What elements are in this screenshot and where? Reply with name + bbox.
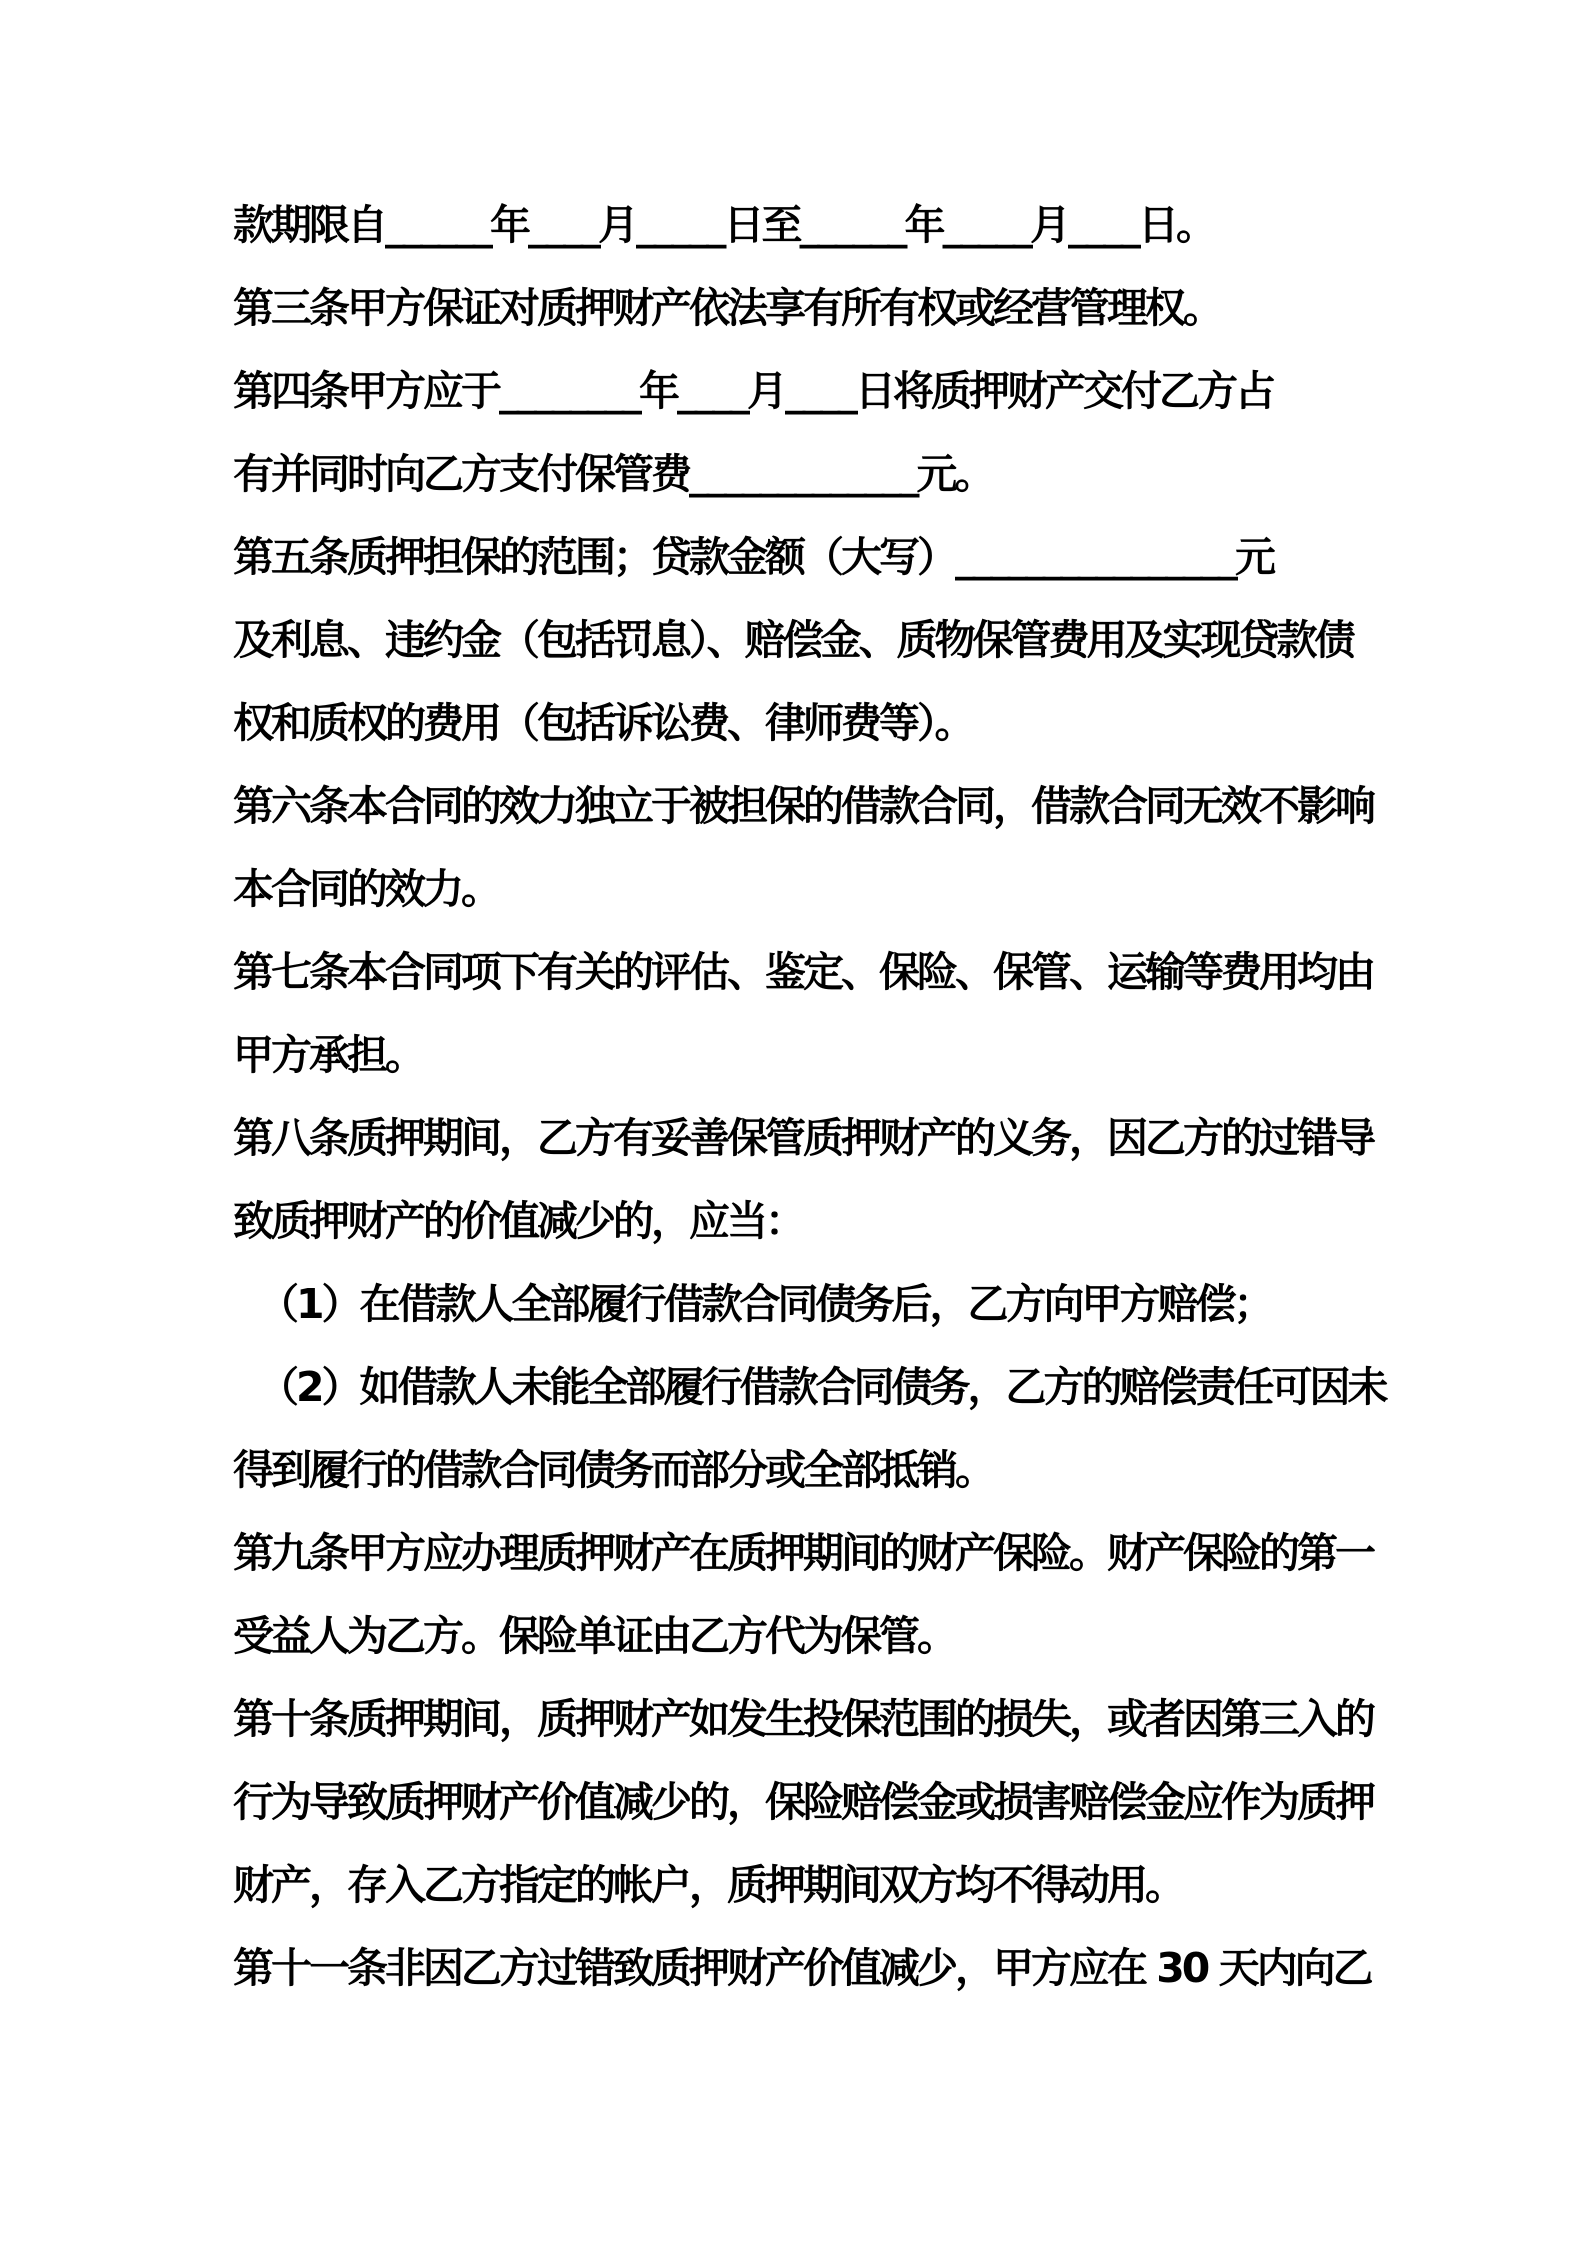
contract-line: 甲方承担。 — [233, 1031, 423, 1079]
contract-line: 第四条甲方应于________年____月____日将质押财产交付乙方占 — [233, 367, 1273, 415]
contract-list-item-line: （2）如借款人未能全部履行借款合同债务，乙方的赔偿责任可因未 — [258, 1363, 1386, 1411]
contract-line: 权和质权的费用（包括诉讼费、律师费等）。 — [233, 699, 973, 747]
contract-line: 第九条甲方应办理质押财产在质押期间的财产保险。财产保险的第一 — [233, 1529, 1373, 1577]
contract-line: 本合同的效力。 — [233, 865, 499, 913]
contract-line: 有并同时向乙方支付保管费_____________元。 — [233, 450, 993, 498]
contract-line: 得到履行的借款合同债务而部分或全部抵销。 — [233, 1446, 993, 1494]
contract-line: 行为导致质押财产价值减少的，保险赔偿金或损害赔偿金应作为质押 — [233, 1778, 1373, 1826]
contract-line: 第五条质押担保的范围；贷款金额（大写）________________元 — [233, 533, 1273, 581]
contract-line: 款期限自______年____月_____日至______年_____月____日。 — [233, 201, 1214, 249]
contract-line: 第三条甲方保证对质押财产依法享有所有权或经营管理权。 — [233, 284, 1221, 332]
contract-line: 第八条质押期间，乙方有妥善保管质押财产的义务，因乙方的过错导 — [233, 1114, 1373, 1162]
contract-line: 受益人为乙方。保险单证由乙方代为保管。 — [233, 1612, 955, 1660]
contract-line: 第十条质押期间，质押财产如发生投保范围的损失，或者因第三入的 — [233, 1695, 1373, 1743]
contract-line: 财产，存入乙方指定的帐户，质押期间双方均不得动用。 — [233, 1861, 1183, 1909]
contract-line: 致质押财产的价值减少的，应当： — [233, 1197, 803, 1245]
contract-line: 第十一条非因乙方过错致质押财产价值减少，甲方应在 30 天内向乙 — [233, 1944, 1371, 1992]
contract-line: 第七条本合同项下有关的评估、鉴定、保险、保管、运输等费用均由 — [233, 948, 1373, 996]
contract-text-block — [233, 184, 1393, 2010]
contract-line: 第六条本合同的效力独立于被担保的借款合同，借款合同无效不影响 — [233, 782, 1373, 830]
contract-line: 及利息、违约金（包括罚息）、赔偿金、质物保管费用及实现贷款债 — [233, 616, 1353, 664]
contract-list-item-line: （1）在借款人全部履行借款合同债务后，乙方向甲方赔偿； — [258, 1280, 1272, 1328]
